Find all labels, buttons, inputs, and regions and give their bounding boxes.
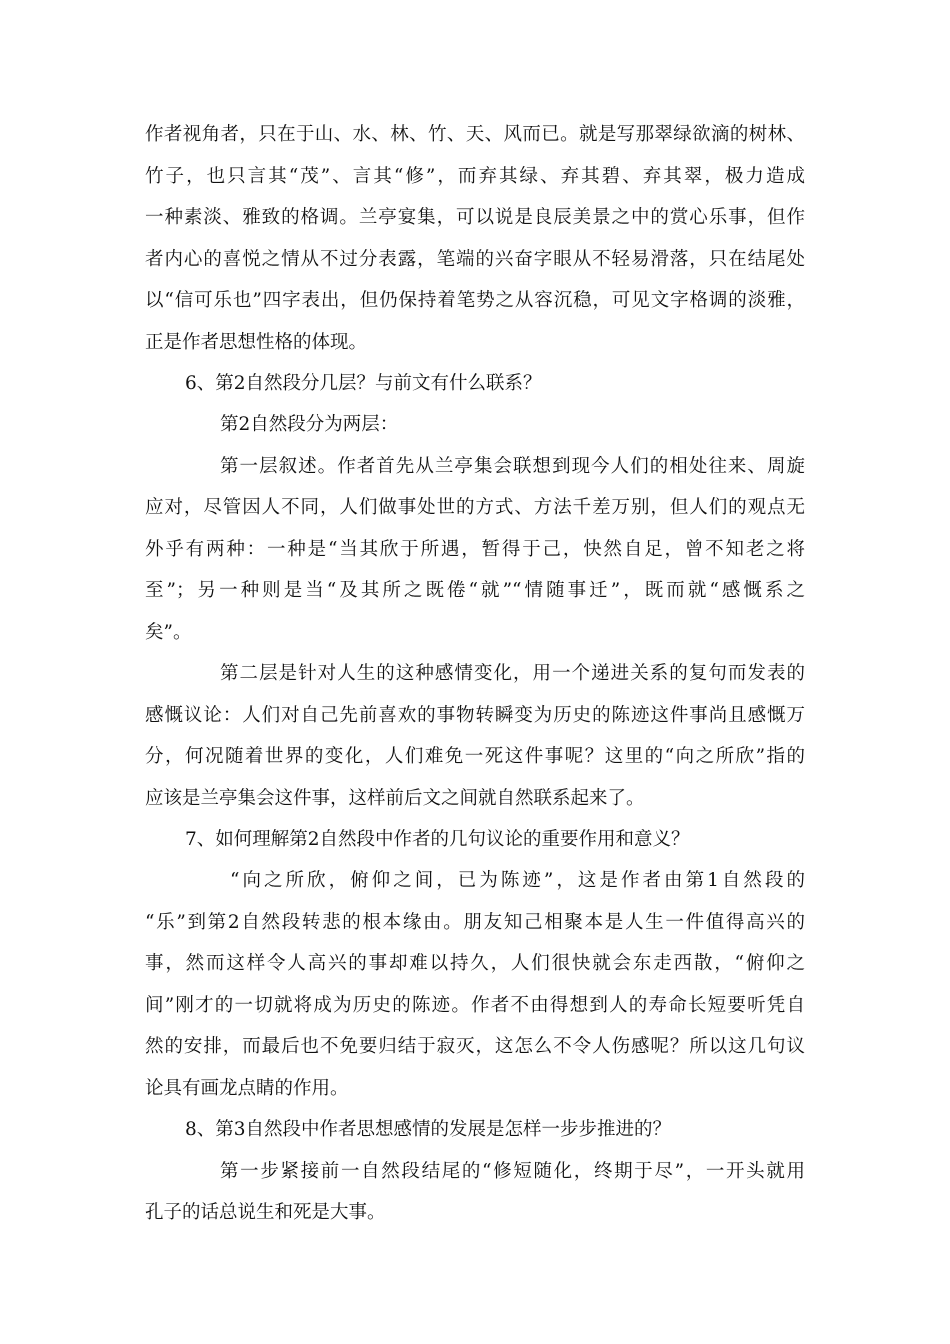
text-line: 感慨议论：人们对自己先前喜欢的事物转瞬变为历史的陈迹这件事尚且感慨万 xyxy=(145,705,805,726)
question-heading: 8、第3自然段中作者思想感情的发展是怎样一步步推进的？ xyxy=(185,1119,672,1140)
text-line: “乐”到第2自然段转悲的根本缘由。朋友知己相聚本是人生一件值得高兴的 xyxy=(145,912,805,933)
text-line: 事，然而这样令人高兴的事却难以持久，人们很快就会东走西散，“俯仰之 xyxy=(145,953,805,974)
text-line: 第一层叙述。作者首先从兰亭集会联想到现今人们的相处往来、周旋 xyxy=(220,456,805,477)
text-line: 间”刚才的一切就将成为历史的陈迹。作者不由得想到人的寿命长短要听凭自 xyxy=(145,995,805,1016)
text-line: 一种素淡、雅致的格调。兰亭宴集，可以说是良辰美景之中的赏心乐事，但作 xyxy=(145,207,805,228)
text-line: 分，何况随着世界的变化，人们难免一死这件事呢？这里的“向之所欣”指的 xyxy=(145,746,805,767)
text-line: 竹子，也只言其“茂”、言其“修”，而弃其绿、弃其碧、弃其翠，极力造成 xyxy=(145,166,805,187)
text-line: 正是作者思想性格的体现。 xyxy=(145,332,368,353)
text-line: “向之所欣，俯仰之间，已为陈迹”，这是作者由第1自然段的 xyxy=(230,870,805,891)
text-line: 第一步紧接前一自然段结尾的“修短随化，终期于尽”，一开头就用 xyxy=(220,1161,805,1182)
text-line: 应该是兰亭集会这件事，这样前后文之间就自然联系起来了。 xyxy=(145,788,645,809)
text-line: 第二层是针对人生的这种感情变化，用一个递进关系的复句而发表的 xyxy=(220,663,805,684)
text-line: 外乎有两种：一种是“当其欣于所遇，暂得于己，快然自足，曾不知老之将 xyxy=(145,539,805,560)
text-line: 然的安排，而最后也不免要归结于寂灭，这怎么不令人伤感呢？所以这几句议 xyxy=(145,1036,805,1057)
text-line: 论具有画龙点睛的作用。 xyxy=(145,1078,349,1099)
text-line: 孔子的话总说生和死是大事。 xyxy=(145,1202,386,1223)
text-line: 以“信可乐也”四字表出，但仍保持着笔势之从容沉稳，可见文字格调的淡雅， xyxy=(145,290,805,311)
text-line: 应对，尽管因人不同，人们做事处世的方式、方法千差万别，但人们的观点无 xyxy=(145,497,805,518)
text-line: 至”；另一种则是当“及其所之既倦“就”“情随事迁”，既而就“感慨系之 xyxy=(145,580,805,601)
question-heading: 6、第2自然段分几层？与前文有什么联系？ xyxy=(185,373,542,394)
text-line: 矣”。 xyxy=(145,622,192,643)
question-heading: 7、如何理解第2自然段中作者的几句议论的重要作用和意义？ xyxy=(185,829,690,850)
text-line: 作者视角者，只在于山、水、林、竹、天、风而已。就是写那翠绿欲滴的树林、 xyxy=(145,124,805,145)
text-line: 者内心的喜悦之情从不过分表露，笔端的兴奋字眼从不轻易滑落，只在结尾处 xyxy=(145,249,805,270)
text-line: 第2自然段分为两层： xyxy=(220,414,399,435)
